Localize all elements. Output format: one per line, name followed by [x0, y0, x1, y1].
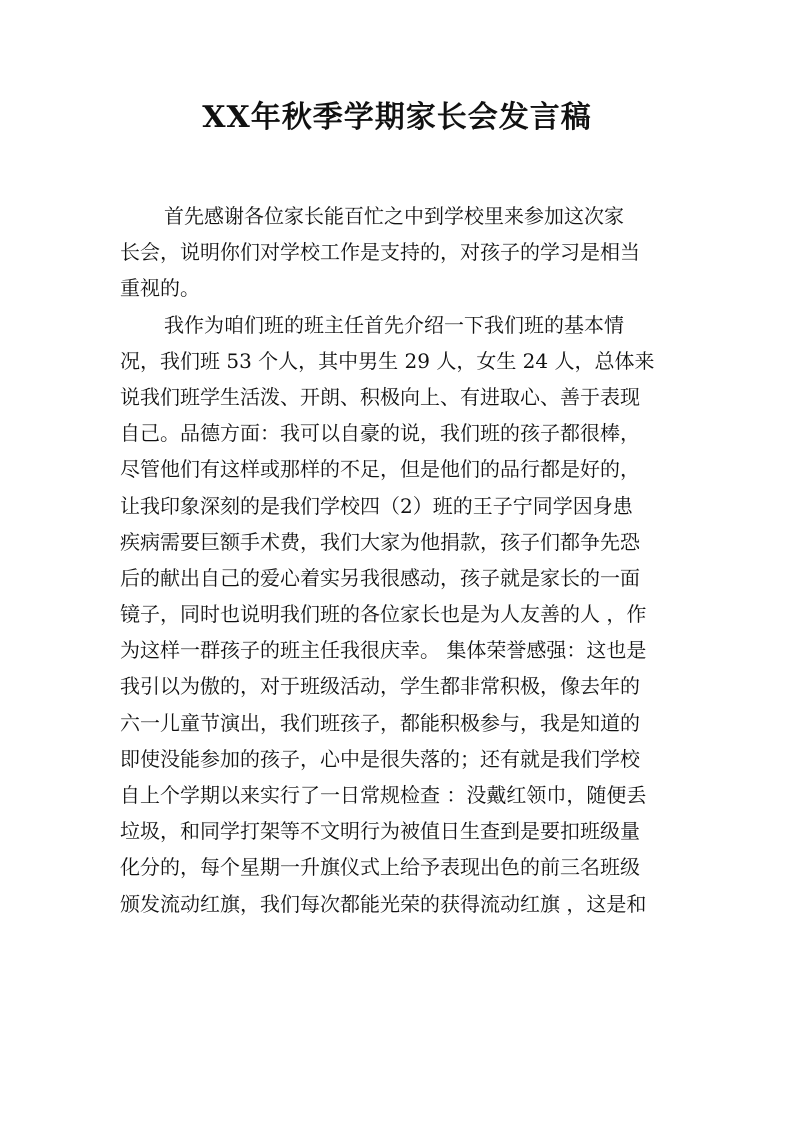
paragraph-line: 长会，说明你们对学校工作是支持的，对孩子的学习是相当 [120, 240, 640, 265]
paragraph-line: 尽管他们有这样或那样的不足，但是他们的品行都是好的， [120, 457, 640, 482]
paragraph-line: 垃圾，和同学打架等不文明行为被值日生查到是要扣班级量 [120, 819, 640, 844]
paragraph-line: 说我们班学生活泼、开朗、积极向上、有进取心、善于表现 [120, 384, 640, 409]
paragraph-line: 化分的，每个星期一升旗仪式上给予表现出色的前三名班级 [120, 855, 640, 880]
paragraph-line: 首先感谢各位家长能百忙之中到学校里来参加这次家 [164, 204, 624, 228]
paragraph-line: 疾病需要巨额手术费，我们大家为他捐款，孩子们都争先恐 [120, 529, 640, 554]
document-title: XX年秋季学期家长会发言稿 [202, 100, 592, 135]
document-body [120, 198, 680, 922]
paragraph-line: 我作为咱们班的班主任首先介绍一下我们班的基本情 [164, 312, 624, 337]
paragraph-line: 颁发流动红旗，我们每次都能光荣的获得流动红旗 ，这是和 [120, 891, 647, 916]
paragraph-line: 即使没能参加的孩子，心中是很失落的；还有就是我们学校 [120, 746, 640, 771]
paragraph-line: 自上个学期以来实行了一日常规检查 ：没戴红领巾，随便丢 [120, 783, 647, 807]
paragraph-1 [120, 198, 680, 307]
paragraph-line: 自己。品德方面：我可以自豪的说，我们班的孩子都很棒， [120, 421, 640, 446]
paragraph-line: 我引以为傲的，对于班级活动，学生都非常积极，像去年的 [120, 674, 640, 699]
paragraph-2 [120, 307, 680, 922]
paragraph-line: 况，我们班 53 个人，其中男生 29 人，女生 24 人，总体来 [120, 348, 655, 373]
paragraph-line: 让我印象深刻的是我们学校四（2）班的王子宁同学因身患 [120, 493, 633, 518]
paragraph-line: 为这样一群孩子的班主任我很庆幸。 集体荣誉感强：这也是 [120, 638, 647, 663]
paragraph-line: 后的献出自己的爱心着实另我很感动，孩子就是家长的一面 [120, 565, 640, 590]
paragraph-line: 镜子，同时也说明我们班的各位家长也是为人友善的人 ，作 [120, 602, 647, 627]
paragraph-line: 六一儿童节演出，我们班孩子，都能积极参与，我是知道的 [120, 710, 640, 735]
paragraph-line: 重视的。 [120, 276, 200, 301]
